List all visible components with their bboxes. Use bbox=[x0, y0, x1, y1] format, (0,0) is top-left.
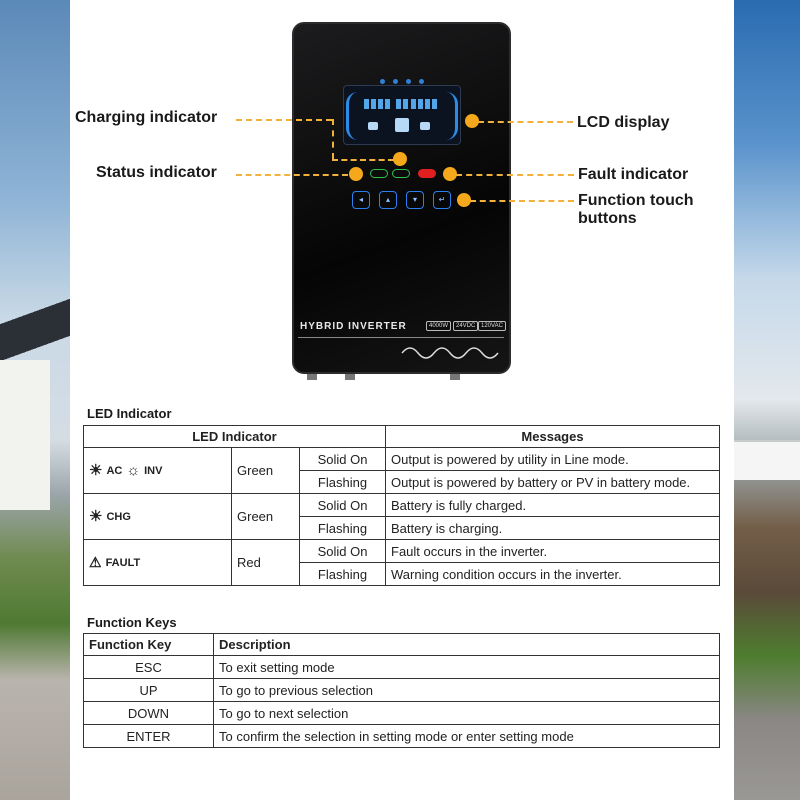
led-table-header: LED Indicator bbox=[84, 426, 386, 448]
function-desc-cell: To go to previous selection bbox=[214, 679, 720, 702]
background-right-scene bbox=[734, 0, 800, 800]
function-key-cell: DOWN bbox=[84, 702, 214, 725]
callout-charging-line bbox=[236, 119, 332, 121]
led-message-cell: Output is powered by utility in Line mode. bbox=[386, 448, 720, 471]
function-table-header: Description bbox=[214, 634, 720, 656]
callout-charging-dot bbox=[393, 152, 407, 166]
led-state-cell: Solid On bbox=[300, 494, 386, 517]
led-indicator-cell bbox=[84, 448, 232, 494]
esc-button[interactable]: ◂ bbox=[352, 191, 370, 209]
led-message-cell: Battery is fully charged. bbox=[386, 494, 720, 517]
led-section-title: LED Indicator bbox=[87, 406, 172, 421]
table-row bbox=[84, 725, 720, 748]
led-state-cell: Solid On bbox=[300, 540, 386, 563]
led-indicator-table bbox=[83, 425, 720, 586]
house-wall bbox=[0, 360, 50, 510]
enter-button[interactable]: ↵ bbox=[433, 191, 451, 209]
callout-status-label: Status indicator bbox=[96, 164, 217, 181]
lcd-load-icon bbox=[420, 122, 430, 130]
led-message-cell: Warning condition occurs in the inverter. bbox=[386, 563, 720, 586]
callout-fault-dot bbox=[443, 167, 457, 181]
lcd-digits-input bbox=[364, 99, 392, 109]
lcd-status-dot bbox=[393, 79, 398, 84]
sine-wave-icon bbox=[400, 343, 500, 363]
function-desc-cell: To go to next selection bbox=[214, 702, 720, 725]
lcd-status-dot bbox=[406, 79, 411, 84]
callout-charging-label: Charging indicator bbox=[75, 109, 218, 126]
right-building bbox=[734, 440, 800, 480]
lcd-inverter-icon bbox=[395, 118, 409, 132]
device-title: HYBRID INVERTER bbox=[300, 321, 407, 332]
led-indicator-cell bbox=[84, 540, 232, 586]
sun-icon: ☀ bbox=[89, 508, 103, 525]
down-button[interactable]: ▾ bbox=[406, 191, 424, 209]
dc-voltage-badge: 24VDC bbox=[453, 321, 478, 331]
led-state-cell: Flashing bbox=[300, 563, 386, 586]
lcd-left-gauge bbox=[346, 92, 358, 140]
function-table-header: Function Key bbox=[84, 634, 214, 656]
callout-status-line bbox=[236, 174, 348, 176]
callout-charging-line bbox=[332, 159, 394, 161]
indicator-label: INV bbox=[144, 464, 163, 477]
device-foot bbox=[307, 374, 317, 380]
led-table-header: Messages bbox=[386, 426, 720, 448]
callout-fault-line bbox=[456, 174, 574, 176]
device-divider bbox=[298, 337, 504, 338]
indicator-label: CHG bbox=[106, 510, 131, 523]
indicator-label: AC bbox=[106, 464, 123, 477]
callout-status-dot bbox=[349, 167, 363, 181]
led-message-cell: Fault occurs in the inverter. bbox=[386, 540, 720, 563]
sun-icon: ☀ bbox=[89, 462, 103, 479]
function-section-title: Function Keys bbox=[87, 615, 177, 630]
led-indicator-cell bbox=[84, 494, 232, 540]
function-key-cell: UP bbox=[84, 679, 214, 702]
led-state-cell: Flashing bbox=[300, 517, 386, 540]
up-button[interactable]: ▴ bbox=[379, 191, 397, 209]
function-key-cell: ESC bbox=[84, 656, 214, 679]
table-row bbox=[84, 448, 720, 471]
callout-function-line bbox=[470, 200, 574, 202]
led-state-cell: Solid On bbox=[300, 448, 386, 471]
table-row bbox=[84, 702, 720, 725]
status-led bbox=[370, 169, 388, 178]
charging-led bbox=[392, 169, 410, 178]
led-color-cell: Green bbox=[232, 494, 300, 540]
callout-function-label: buttons bbox=[578, 210, 637, 227]
callout-lcd-line bbox=[478, 121, 573, 123]
device-foot bbox=[345, 374, 355, 380]
callout-function-dot bbox=[457, 193, 471, 207]
callout-fault-label: Fault indicator bbox=[578, 166, 689, 183]
led-state-cell: Flashing bbox=[300, 471, 386, 494]
power-badge: 4000W bbox=[426, 321, 451, 331]
table-row bbox=[84, 540, 720, 563]
ac-voltage-badge: 120VAC bbox=[478, 321, 506, 331]
callout-lcd-dot bbox=[465, 114, 479, 128]
device-foot bbox=[450, 374, 460, 380]
callout-charging-line bbox=[332, 119, 334, 159]
callout-function-label: Function touch bbox=[578, 192, 694, 209]
indicator-label: FAULT bbox=[105, 556, 141, 569]
led-color-cell: Red bbox=[232, 540, 300, 586]
warning-icon: ⚠ bbox=[89, 554, 102, 570]
lcd-screen bbox=[343, 85, 461, 145]
lcd-status-dot bbox=[419, 79, 424, 84]
led-color-cell: Green bbox=[232, 448, 300, 494]
table-row bbox=[84, 679, 720, 702]
lcd-grid-icon bbox=[368, 122, 378, 130]
lcd-right-gauge bbox=[446, 92, 458, 140]
led-message-cell: Battery is charging. bbox=[386, 517, 720, 540]
function-desc-cell: To exit setting mode bbox=[214, 656, 720, 679]
function-key-cell: ENTER bbox=[84, 725, 214, 748]
table-row bbox=[84, 656, 720, 679]
sun-icon: ☼ bbox=[126, 462, 141, 479]
lcd-digits-mid bbox=[396, 99, 408, 109]
fault-led bbox=[418, 169, 436, 178]
function-keys-table bbox=[83, 633, 720, 748]
table-row bbox=[84, 494, 720, 517]
lcd-digits-output bbox=[411, 99, 439, 109]
lcd-status-dot bbox=[380, 79, 385, 84]
callout-lcd-label: LCD display bbox=[577, 114, 670, 131]
led-message-cell: Output is powered by battery or PV in battery mode. bbox=[386, 471, 720, 494]
function-desc-cell: To confirm the selection in setting mode or enter setting mode bbox=[214, 725, 720, 748]
